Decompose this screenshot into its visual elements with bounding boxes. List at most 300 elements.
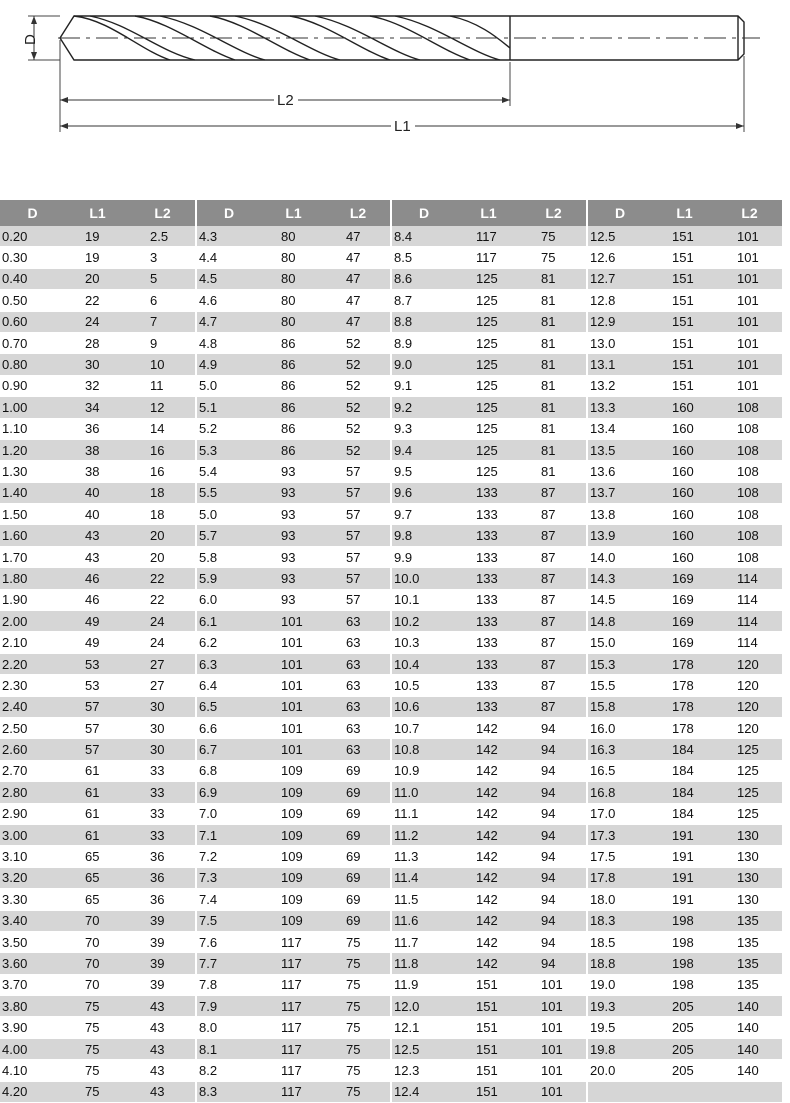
table-row (0, 803, 782, 824)
table-cell: 11.7 (391, 931, 456, 952)
table-cell: 17.3 (587, 824, 652, 845)
table-cell: 108 (717, 546, 782, 567)
table-cell: 7.7 (196, 953, 261, 974)
table-cell: 69 (326, 782, 391, 803)
table-cell: 93 (261, 546, 326, 567)
table-header-row (0, 200, 782, 226)
table-cell: 11.5 (391, 889, 456, 910)
table-cell: 11.2 (391, 824, 456, 845)
table-cell: 75 (326, 931, 391, 952)
table-cell: 17.0 (587, 803, 652, 824)
table-cell: 5 (130, 268, 196, 289)
table-cell: 81 (521, 332, 587, 353)
table-cell: 114 (717, 589, 782, 610)
table-cell: 87 (521, 675, 587, 696)
table-cell: 133 (456, 632, 521, 653)
table-cell: 9.3 (391, 418, 456, 439)
table-cell: 3.80 (0, 996, 65, 1017)
table-cell: 108 (717, 504, 782, 525)
table-cell: 6.3 (196, 653, 261, 674)
table-cell: 52 (326, 397, 391, 418)
table-cell: 75 (521, 247, 587, 268)
table-cell: 3 (130, 247, 196, 268)
table-cell: 8.1 (196, 1038, 261, 1059)
table-cell: 69 (326, 803, 391, 824)
table-cell: 142 (456, 717, 521, 738)
table-cell: 1.20 (0, 439, 65, 460)
table-cell: 1.10 (0, 418, 65, 439)
table-cell (717, 1081, 782, 1102)
table-cell: 191 (652, 846, 717, 867)
table-cell: 3.10 (0, 846, 65, 867)
table-cell: 14 (130, 418, 196, 439)
table-cell: 80 (261, 247, 326, 268)
table-cell: 94 (521, 760, 587, 781)
table-cell: 101 (521, 974, 587, 995)
table-cell: 4.8 (196, 332, 261, 353)
table-cell: 11.3 (391, 846, 456, 867)
table-cell: 94 (521, 931, 587, 952)
table-cell: 52 (326, 354, 391, 375)
table-row (0, 824, 782, 845)
table-cell: 125 (456, 418, 521, 439)
table-cell: 7.6 (196, 931, 261, 952)
table-cell: 94 (521, 867, 587, 888)
table-cell: 9.9 (391, 546, 456, 567)
table-cell: 117 (261, 931, 326, 952)
table-cell: 169 (652, 568, 717, 589)
table-cell: 142 (456, 782, 521, 803)
table-cell: 4.00 (0, 1038, 65, 1059)
table-row (0, 439, 782, 460)
table-cell: 81 (521, 375, 587, 396)
table-cell: 75 (326, 1017, 391, 1038)
table-row (0, 739, 782, 760)
table-cell: 30 (130, 739, 196, 760)
table-cell: 101 (261, 717, 326, 738)
table-cell: 57 (326, 504, 391, 525)
table-cell: 120 (717, 675, 782, 696)
table-cell: 101 (521, 1081, 587, 1102)
table-cell: 10.2 (391, 611, 456, 632)
table-cell: 184 (652, 739, 717, 760)
table-cell: 130 (717, 867, 782, 888)
table-cell: 108 (717, 525, 782, 546)
table-cell: 57 (326, 482, 391, 503)
table-cell: 19.5 (587, 1017, 652, 1038)
table-cell: 184 (652, 782, 717, 803)
table-cell: 178 (652, 675, 717, 696)
table-cell: 36 (65, 418, 130, 439)
table-cell: 4.4 (196, 247, 261, 268)
table-row (0, 482, 782, 503)
table-cell: 191 (652, 824, 717, 845)
table-cell: 133 (456, 675, 521, 696)
table-cell: 87 (521, 632, 587, 653)
table-cell: 101 (521, 1017, 587, 1038)
table-cell: 81 (521, 354, 587, 375)
table-cell: 142 (456, 910, 521, 931)
table-cell: 16 (130, 461, 196, 482)
table-cell: 117 (261, 1017, 326, 1038)
table-cell: 49 (65, 611, 130, 632)
table-cell: 160 (652, 439, 717, 460)
table-cell: 151 (652, 247, 717, 268)
table-cell: 2.70 (0, 760, 65, 781)
table-cell: 135 (717, 953, 782, 974)
table-cell: 94 (521, 889, 587, 910)
table-cell: 63 (326, 717, 391, 738)
table-cell: 75 (326, 1038, 391, 1059)
table-cell: 109 (261, 803, 326, 824)
table-cell: 7.5 (196, 910, 261, 931)
table-cell: 75 (326, 1081, 391, 1102)
table-cell: 2.10 (0, 632, 65, 653)
table-cell: 7.1 (196, 824, 261, 845)
table-cell: 198 (652, 910, 717, 931)
table-cell: 4.7 (196, 311, 261, 332)
table-cell: 87 (521, 568, 587, 589)
table-cell: 13.6 (587, 461, 652, 482)
table-cell: 6.8 (196, 760, 261, 781)
table-cell: 4.6 (196, 290, 261, 311)
table-cell: 125 (456, 439, 521, 460)
table-cell: 142 (456, 739, 521, 760)
table-cell: 3.30 (0, 889, 65, 910)
table-cell: 9.2 (391, 397, 456, 418)
table-cell: 46 (65, 568, 130, 589)
table-cell: 47 (326, 268, 391, 289)
header-l1: L1 (65, 200, 130, 226)
table-cell: 43 (130, 996, 196, 1017)
table-cell: 5.9 (196, 568, 261, 589)
table-cell: 43 (130, 1017, 196, 1038)
table-cell: 6.4 (196, 675, 261, 696)
table-cell: 108 (717, 418, 782, 439)
table-cell: 94 (521, 846, 587, 867)
table-cell: 63 (326, 675, 391, 696)
table-cell: 5.5 (196, 482, 261, 503)
table-cell: 125 (456, 332, 521, 353)
table-cell: 109 (261, 846, 326, 867)
table-cell: 49 (65, 632, 130, 653)
table-cell: 117 (456, 226, 521, 247)
table-cell: 108 (717, 482, 782, 503)
table-cell: 19 (65, 226, 130, 247)
table-cell: 22 (130, 568, 196, 589)
table-cell: 5.2 (196, 418, 261, 439)
table-cell: 1.70 (0, 546, 65, 567)
table-cell: 16.3 (587, 739, 652, 760)
table-cell: 114 (717, 632, 782, 653)
table-cell: 198 (652, 953, 717, 974)
table-cell: 70 (65, 910, 130, 931)
table-cell: 108 (717, 439, 782, 460)
table-cell: 151 (456, 1060, 521, 1081)
table-cell: 101 (261, 653, 326, 674)
table-row (0, 889, 782, 910)
table-cell: 184 (652, 803, 717, 824)
table-cell: 57 (326, 525, 391, 546)
table-cell: 70 (65, 974, 130, 995)
table-cell: 151 (652, 226, 717, 247)
table-cell: 117 (261, 996, 326, 1017)
table-cell: 40 (65, 504, 130, 525)
table-cell: 101 (717, 354, 782, 375)
table-row (0, 226, 782, 247)
table-cell: 101 (261, 611, 326, 632)
table-row (0, 332, 782, 353)
table-cell: 87 (521, 696, 587, 717)
table-cell: 151 (652, 268, 717, 289)
table-cell: 57 (65, 717, 130, 738)
table-cell: 65 (65, 867, 130, 888)
table-cell: 4.20 (0, 1081, 65, 1102)
table-cell: 12.9 (587, 311, 652, 332)
table-cell: 101 (717, 226, 782, 247)
table-cell: 8.6 (391, 268, 456, 289)
table-cell: 178 (652, 696, 717, 717)
dimension-d-label: D (22, 34, 39, 45)
dimension-l1-label: L1 (394, 118, 411, 135)
table-cell: 142 (456, 953, 521, 974)
table-cell: 81 (521, 439, 587, 460)
table-cell: 9.7 (391, 504, 456, 525)
table-cell: 18.3 (587, 910, 652, 931)
table-cell: 142 (456, 846, 521, 867)
table-cell: 11.4 (391, 867, 456, 888)
table-body (0, 226, 782, 1103)
table-cell: 33 (130, 803, 196, 824)
table-cell: 0.20 (0, 226, 65, 247)
table-cell: 125 (717, 782, 782, 803)
table-cell: 178 (652, 717, 717, 738)
table-cell: 6.7 (196, 739, 261, 760)
table-cell: 70 (65, 953, 130, 974)
table-cell: 5.3 (196, 439, 261, 460)
table-cell: 75 (326, 974, 391, 995)
table-row (0, 1017, 782, 1038)
table-cell: 125 (717, 739, 782, 760)
table-cell: 142 (456, 824, 521, 845)
table-cell: 178 (652, 653, 717, 674)
table-cell: 12.0 (391, 996, 456, 1017)
dimension-l2-label: L2 (277, 92, 294, 109)
table-cell: 16.0 (587, 717, 652, 738)
table-cell: 142 (456, 760, 521, 781)
table-cell: 14.5 (587, 589, 652, 610)
table-cell: 86 (261, 375, 326, 396)
table-cell: 169 (652, 611, 717, 632)
table-cell: 63 (326, 696, 391, 717)
table-cell: 10.6 (391, 696, 456, 717)
table-row (0, 910, 782, 931)
table-cell: 125 (717, 803, 782, 824)
table-cell: 12.5 (587, 226, 652, 247)
table-row (0, 504, 782, 525)
table-cell: 18 (130, 504, 196, 525)
header-d: D (0, 200, 65, 226)
table-cell: 57 (65, 739, 130, 760)
table-cell: 140 (717, 996, 782, 1017)
table-cell: 169 (652, 632, 717, 653)
table-cell: 7.8 (196, 974, 261, 995)
table-cell: 11.0 (391, 782, 456, 803)
table-row (0, 290, 782, 311)
table-cell: 142 (456, 931, 521, 952)
table-cell: 109 (261, 782, 326, 803)
table-cell: 52 (326, 439, 391, 460)
table-cell: 13.7 (587, 482, 652, 503)
table-cell: 109 (261, 824, 326, 845)
table-cell: 9 (130, 332, 196, 353)
table-cell: 94 (521, 739, 587, 760)
table-cell: 14.3 (587, 568, 652, 589)
table-cell: 93 (261, 589, 326, 610)
table-cell: 151 (652, 290, 717, 311)
table-cell: 101 (261, 696, 326, 717)
header-d: D (587, 200, 652, 226)
table-cell: 1.50 (0, 504, 65, 525)
table-cell: 140 (717, 1060, 782, 1081)
table-cell: 8.4 (391, 226, 456, 247)
table-cell: 24 (65, 311, 130, 332)
table-cell: 205 (652, 1038, 717, 1059)
table-row (0, 418, 782, 439)
table-cell: 117 (261, 1081, 326, 1102)
table-row (0, 696, 782, 717)
table-cell: 52 (326, 332, 391, 353)
table-row (0, 589, 782, 610)
table-cell: 13.1 (587, 354, 652, 375)
table-cell: 0.80 (0, 354, 65, 375)
table-cell: 75 (65, 996, 130, 1017)
table-cell: 9.5 (391, 461, 456, 482)
table-cell: 160 (652, 418, 717, 439)
table-cell: 43 (130, 1081, 196, 1102)
table-cell: 117 (261, 1060, 326, 1081)
table-cell: 57 (65, 696, 130, 717)
table-cell: 81 (521, 268, 587, 289)
header-l2: L2 (326, 200, 391, 226)
table-cell: 53 (65, 675, 130, 696)
table-cell: 8.0 (196, 1017, 261, 1038)
table-cell: 93 (261, 568, 326, 589)
table-cell: 109 (261, 867, 326, 888)
table-cell: 12.4 (391, 1081, 456, 1102)
table-cell: 1.80 (0, 568, 65, 589)
table-cell: 63 (326, 653, 391, 674)
table-cell: 93 (261, 482, 326, 503)
table-cell: 198 (652, 974, 717, 995)
table-cell: 20 (130, 525, 196, 546)
table-cell: 19.8 (587, 1038, 652, 1059)
table-cell: 86 (261, 397, 326, 418)
table-cell: 1.60 (0, 525, 65, 546)
table-cell: 63 (326, 632, 391, 653)
table-cell: 36 (130, 846, 196, 867)
table-cell: 81 (521, 418, 587, 439)
table-cell: 7.3 (196, 867, 261, 888)
table-cell: 6.1 (196, 611, 261, 632)
table-cell: 94 (521, 717, 587, 738)
table-cell: 2.80 (0, 782, 65, 803)
table-cell: 6 (130, 290, 196, 311)
table-cell: 16.8 (587, 782, 652, 803)
table-cell: 13.3 (587, 397, 652, 418)
table-cell: 4.5 (196, 268, 261, 289)
table-cell: 32 (65, 375, 130, 396)
table-cell: 22 (130, 589, 196, 610)
header-l2: L2 (717, 200, 782, 226)
table-cell: 75 (326, 996, 391, 1017)
table-cell: 93 (261, 461, 326, 482)
table-cell: 34 (65, 397, 130, 418)
table-cell: 120 (717, 653, 782, 674)
table-cell: 33 (130, 782, 196, 803)
table-cell: 9.0 (391, 354, 456, 375)
table-cell: 2.5 (130, 226, 196, 247)
table-cell: 151 (456, 1038, 521, 1059)
table-cell: 101 (521, 996, 587, 1017)
table-cell: 135 (717, 931, 782, 952)
table-cell: 38 (65, 439, 130, 460)
table-cell: 65 (65, 846, 130, 867)
table-cell (587, 1081, 652, 1102)
table-cell: 109 (261, 910, 326, 931)
table-cell: 93 (261, 504, 326, 525)
table-cell: 151 (652, 354, 717, 375)
table-cell: 11.6 (391, 910, 456, 931)
table-row (0, 397, 782, 418)
table-cell: 15.8 (587, 696, 652, 717)
table-row (0, 653, 782, 674)
table-cell: 2.90 (0, 803, 65, 824)
table-cell: 81 (521, 290, 587, 311)
table-cell: 3.00 (0, 824, 65, 845)
table-cell: 205 (652, 996, 717, 1017)
table-cell: 47 (326, 311, 391, 332)
table-row (0, 846, 782, 867)
table-cell: 1.30 (0, 461, 65, 482)
header-d: D (196, 200, 261, 226)
table-cell: 61 (65, 782, 130, 803)
table-cell: 13.2 (587, 375, 652, 396)
table-cell: 8.5 (391, 247, 456, 268)
table-cell: 75 (65, 1081, 130, 1102)
table-cell: 81 (521, 311, 587, 332)
table-cell: 14.0 (587, 546, 652, 567)
table-cell: 133 (456, 696, 521, 717)
table-cell: 130 (717, 824, 782, 845)
table-cell: 114 (717, 568, 782, 589)
table-cell: 133 (456, 482, 521, 503)
table-cell: 125 (456, 375, 521, 396)
table-cell: 10 (130, 354, 196, 375)
table-cell: 63 (326, 739, 391, 760)
table-cell: 61 (65, 824, 130, 845)
table-cell: 0.60 (0, 311, 65, 332)
table-cell: 81 (521, 397, 587, 418)
table-cell: 1.00 (0, 397, 65, 418)
table-cell: 2.00 (0, 611, 65, 632)
table-cell: 36 (130, 889, 196, 910)
table-cell: 101 (261, 675, 326, 696)
table-cell: 87 (521, 504, 587, 525)
table-cell: 33 (130, 760, 196, 781)
table-cell: 4.9 (196, 354, 261, 375)
table-cell: 169 (652, 589, 717, 610)
